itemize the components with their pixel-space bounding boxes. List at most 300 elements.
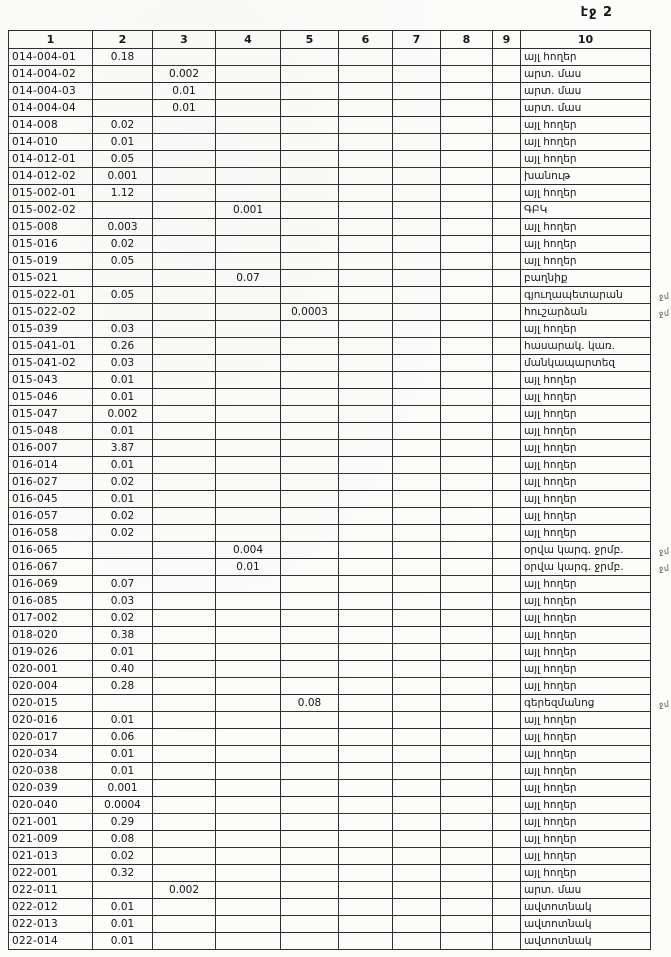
parcel-id-cell: 015-043 — [9, 372, 93, 389]
empty-cell — [281, 202, 339, 219]
parcel-id-cell: 022-014 — [9, 933, 93, 950]
area-value-cell: 0.01 — [93, 644, 153, 661]
table-row — [9, 270, 651, 287]
land-use-text: այլ հողեր — [524, 118, 577, 131]
empty-cell — [441, 100, 493, 117]
empty-cell — [216, 780, 281, 797]
area-value-cell: 0.01 — [93, 712, 153, 729]
empty-cell — [441, 627, 493, 644]
empty-cell — [393, 491, 441, 508]
empty-cell — [339, 253, 393, 270]
table-row — [9, 695, 651, 712]
table-row — [9, 304, 651, 321]
empty-cell — [153, 270, 216, 287]
empty-cell — [393, 83, 441, 100]
land-use-cell — [521, 168, 651, 185]
empty-cell — [493, 202, 521, 219]
land-use-text: այլ հողեր — [524, 594, 577, 607]
empty-cell — [281, 355, 339, 372]
area-value-cell: 0.01 — [153, 83, 216, 100]
table-row — [9, 185, 651, 202]
parcel-id-cell: 015-022-01 — [9, 287, 93, 304]
empty-cell — [441, 831, 493, 848]
empty-cell — [339, 882, 393, 899]
land-use-text: այլ հողեր — [524, 186, 577, 199]
empty-cell — [393, 763, 441, 780]
area-value-cell: 0.001 — [93, 780, 153, 797]
empty-cell — [153, 831, 216, 848]
empty-cell — [153, 933, 216, 950]
table-row — [9, 321, 651, 338]
parcel-id-cell: 014-004-02 — [9, 66, 93, 83]
land-use-cell — [521, 644, 651, 661]
table-row — [9, 882, 651, 899]
empty-cell — [493, 797, 521, 814]
table-row — [9, 134, 651, 151]
empty-cell — [493, 253, 521, 270]
empty-cell — [216, 882, 281, 899]
parcel-id-cell: 015-046 — [9, 389, 93, 406]
empty-cell — [493, 372, 521, 389]
column-header-4: 4 — [216, 31, 281, 49]
empty-cell — [93, 542, 153, 559]
table-row — [9, 491, 651, 508]
empty-cell — [216, 304, 281, 321]
empty-cell — [281, 168, 339, 185]
handwritten-margin-note: ջմ — [659, 291, 671, 302]
empty-cell — [493, 746, 521, 763]
empty-cell — [153, 423, 216, 440]
land-use-cell — [521, 831, 651, 848]
land-use-cell — [521, 525, 651, 542]
land-use-cell — [521, 916, 651, 933]
empty-cell — [153, 508, 216, 525]
land-use-text: այլ հողեր — [524, 764, 577, 777]
empty-cell — [441, 933, 493, 950]
empty-cell — [281, 287, 339, 304]
empty-cell — [393, 270, 441, 287]
empty-cell — [216, 644, 281, 661]
land-use-text: այլ հողեր — [524, 424, 577, 437]
empty-cell — [493, 406, 521, 423]
empty-cell — [339, 542, 393, 559]
empty-cell — [281, 525, 339, 542]
empty-cell — [153, 185, 216, 202]
empty-cell — [153, 746, 216, 763]
empty-cell — [441, 899, 493, 916]
empty-cell — [493, 729, 521, 746]
empty-cell — [493, 49, 521, 66]
area-value-cell: 0.002 — [93, 406, 153, 423]
empty-cell — [216, 185, 281, 202]
land-use-cell — [521, 457, 651, 474]
empty-cell — [281, 661, 339, 678]
empty-cell — [216, 66, 281, 83]
empty-cell — [493, 525, 521, 542]
empty-cell — [153, 202, 216, 219]
empty-cell — [393, 780, 441, 797]
empty-cell — [153, 168, 216, 185]
empty-cell — [441, 117, 493, 134]
empty-cell — [339, 457, 393, 474]
empty-cell — [216, 916, 281, 933]
empty-cell — [216, 83, 281, 100]
empty-cell — [339, 746, 393, 763]
land-use-cell — [521, 882, 651, 899]
column-header-5: 5 — [281, 31, 339, 49]
land-use-text: այլ հողեր — [524, 135, 577, 148]
empty-cell — [393, 338, 441, 355]
land-use-cell — [521, 100, 651, 117]
empty-cell — [493, 66, 521, 83]
area-value-cell: 0.002 — [153, 882, 216, 899]
empty-cell — [281, 542, 339, 559]
parcel-id-cell: 015-008 — [9, 219, 93, 236]
land-use-cell — [521, 355, 651, 372]
empty-cell — [153, 321, 216, 338]
empty-cell — [216, 661, 281, 678]
empty-cell — [339, 593, 393, 610]
table-row — [9, 83, 651, 100]
land-use-cell — [521, 729, 651, 746]
page-number-label: էջ 2 — [580, 5, 613, 20]
empty-cell — [393, 508, 441, 525]
empty-cell — [339, 202, 393, 219]
empty-cell — [153, 287, 216, 304]
empty-cell — [441, 202, 493, 219]
land-use-cell — [521, 814, 651, 831]
empty-cell — [393, 304, 441, 321]
empty-cell — [216, 627, 281, 644]
land-use-text: այլ հողեր — [524, 373, 577, 386]
land-use-text: այլ հողեր — [524, 815, 577, 828]
empty-cell — [441, 729, 493, 746]
empty-cell — [441, 406, 493, 423]
empty-cell — [339, 899, 393, 916]
empty-cell — [153, 712, 216, 729]
empty-cell — [93, 66, 153, 83]
empty-cell — [441, 678, 493, 695]
empty-cell — [339, 797, 393, 814]
land-use-text: այլ հողեր — [524, 526, 577, 539]
empty-cell — [493, 474, 521, 491]
area-value-cell: 0.05 — [93, 253, 153, 270]
empty-cell — [441, 763, 493, 780]
land-use-text: այլ հողեր — [524, 492, 577, 505]
table-row — [9, 406, 651, 423]
empty-cell — [393, 712, 441, 729]
empty-cell — [216, 848, 281, 865]
land-use-text: օրվա կարգ. ջրմբ. — [524, 560, 624, 573]
empty-cell — [216, 406, 281, 423]
empty-cell — [281, 780, 339, 797]
empty-cell — [339, 117, 393, 134]
table-row — [9, 355, 651, 372]
area-value-cell: 0.01 — [93, 372, 153, 389]
empty-cell — [281, 610, 339, 627]
empty-cell — [281, 865, 339, 882]
land-use-cell — [521, 406, 651, 423]
land-use-text: այլ հողեր — [524, 407, 577, 420]
land-use-text: այլ հողեր — [524, 254, 577, 267]
empty-cell — [339, 287, 393, 304]
area-value-cell: 0.38 — [93, 627, 153, 644]
empty-cell — [153, 661, 216, 678]
empty-cell — [493, 576, 521, 593]
area-value-cell: 0.26 — [93, 338, 153, 355]
empty-cell — [339, 559, 393, 576]
empty-cell — [393, 117, 441, 134]
empty-cell — [93, 270, 153, 287]
empty-cell — [493, 304, 521, 321]
land-use-cell — [521, 695, 671, 712]
empty-cell — [339, 712, 393, 729]
table-row — [9, 440, 651, 457]
empty-cell — [393, 882, 441, 899]
land-use-cell — [521, 491, 651, 508]
land-use-text: այլ հողեր — [524, 628, 577, 641]
empty-cell — [216, 831, 281, 848]
empty-cell — [339, 440, 393, 457]
land-use-cell — [521, 423, 651, 440]
empty-cell — [441, 661, 493, 678]
empty-cell — [216, 474, 281, 491]
empty-cell — [493, 151, 521, 168]
empty-cell — [493, 882, 521, 899]
land-use-text: այլ հողեր — [524, 730, 577, 743]
table-row — [9, 474, 651, 491]
empty-cell — [441, 491, 493, 508]
empty-cell — [441, 712, 493, 729]
land-use-cell — [521, 780, 651, 797]
empty-cell — [93, 882, 153, 899]
land-register-table — [8, 30, 671, 950]
land-use-cell — [521, 933, 651, 950]
empty-cell — [281, 797, 339, 814]
table-row — [9, 729, 651, 746]
handwritten-margin-note: ջմ — [659, 546, 671, 557]
area-value-cell: 0.02 — [93, 474, 153, 491]
empty-cell — [339, 576, 393, 593]
empty-cell — [93, 304, 153, 321]
empty-cell — [493, 423, 521, 440]
empty-cell — [153, 491, 216, 508]
empty-cell — [153, 219, 216, 236]
parcel-id-cell: 016-065 — [9, 542, 93, 559]
empty-cell — [216, 525, 281, 542]
column-header-3: 3 — [153, 31, 216, 49]
empty-cell — [339, 491, 393, 508]
empty-cell — [153, 134, 216, 151]
area-value-cell: 0.18 — [93, 49, 153, 66]
table-row — [9, 831, 651, 848]
parcel-id-cell: 014-004-03 — [9, 83, 93, 100]
empty-cell — [216, 49, 281, 66]
land-use-cell — [521, 865, 651, 882]
empty-cell — [281, 270, 339, 287]
empty-cell — [153, 644, 216, 661]
empty-cell — [153, 814, 216, 831]
parcel-id-cell: 014-012-01 — [9, 151, 93, 168]
empty-cell — [216, 763, 281, 780]
empty-cell — [153, 389, 216, 406]
empty-cell — [493, 185, 521, 202]
land-use-text: արտ. մաս — [524, 67, 582, 80]
parcel-id-cell: 015-016 — [9, 236, 93, 253]
area-value-cell: 0.01 — [93, 389, 153, 406]
parcel-id-cell: 015-048 — [9, 423, 93, 440]
empty-cell — [339, 831, 393, 848]
table-row — [9, 542, 651, 559]
area-value-cell: 0.01 — [93, 763, 153, 780]
empty-cell — [281, 916, 339, 933]
area-value-cell: 3.87 — [93, 440, 153, 457]
empty-cell — [339, 848, 393, 865]
parcel-id-cell: 015-041-02 — [9, 355, 93, 372]
empty-cell — [153, 253, 216, 270]
empty-cell — [441, 355, 493, 372]
land-use-text: այլ հողեր — [524, 849, 577, 862]
empty-cell — [339, 270, 393, 287]
parcel-id-cell: 021-009 — [9, 831, 93, 848]
land-use-cell — [521, 134, 651, 151]
empty-cell — [393, 916, 441, 933]
empty-cell — [153, 695, 216, 712]
empty-cell — [493, 644, 521, 661]
empty-cell — [441, 440, 493, 457]
empty-cell — [441, 338, 493, 355]
empty-cell — [153, 916, 216, 933]
empty-cell — [153, 338, 216, 355]
table-row — [9, 525, 651, 542]
empty-cell — [216, 508, 281, 525]
empty-cell — [281, 627, 339, 644]
empty-cell — [93, 559, 153, 576]
parcel-id-cell: 020-001 — [9, 661, 93, 678]
table-row — [9, 814, 651, 831]
empty-cell — [339, 168, 393, 185]
land-use-text: արտ. մաս — [524, 883, 582, 896]
land-use-text: արտ. մաս — [524, 84, 582, 97]
empty-cell — [216, 287, 281, 304]
empty-cell — [281, 100, 339, 117]
land-use-text: այլ հողեր — [524, 747, 577, 760]
table-row — [9, 66, 651, 83]
column-header-10: 10 — [521, 31, 651, 49]
empty-cell — [441, 559, 493, 576]
empty-cell — [281, 678, 339, 695]
empty-cell — [153, 355, 216, 372]
empty-cell — [339, 423, 393, 440]
empty-cell — [281, 593, 339, 610]
empty-cell — [153, 372, 216, 389]
empty-cell — [493, 491, 521, 508]
empty-cell — [216, 729, 281, 746]
table-row — [9, 644, 651, 661]
empty-cell — [441, 134, 493, 151]
empty-cell — [216, 440, 281, 457]
empty-cell — [339, 83, 393, 100]
empty-cell — [153, 627, 216, 644]
empty-cell — [393, 576, 441, 593]
area-value-cell: 0.01 — [93, 916, 153, 933]
land-use-text: այլ հողեր — [524, 441, 577, 454]
land-use-text: այլ հողեր — [524, 662, 577, 675]
empty-cell — [281, 559, 339, 576]
empty-cell — [393, 202, 441, 219]
land-use-text: այլ հողեր — [524, 713, 577, 726]
empty-cell — [153, 304, 216, 321]
empty-cell — [441, 185, 493, 202]
empty-cell — [339, 372, 393, 389]
empty-cell — [216, 899, 281, 916]
empty-cell — [393, 559, 441, 576]
empty-cell — [393, 287, 441, 304]
empty-cell — [339, 508, 393, 525]
empty-cell — [93, 83, 153, 100]
parcel-id-cell: 015-019 — [9, 253, 93, 270]
parcel-id-cell: 018-020 — [9, 627, 93, 644]
empty-cell — [493, 899, 521, 916]
land-use-cell — [521, 66, 651, 83]
area-value-cell: 0.02 — [93, 848, 153, 865]
empty-cell — [393, 525, 441, 542]
empty-cell — [493, 389, 521, 406]
empty-cell — [441, 508, 493, 525]
empty-cell — [493, 321, 521, 338]
land-use-text: այլ հողեր — [524, 322, 577, 335]
empty-cell — [493, 661, 521, 678]
empty-cell — [153, 797, 216, 814]
empty-cell — [153, 576, 216, 593]
empty-cell — [216, 253, 281, 270]
table-row — [9, 610, 651, 627]
empty-cell — [339, 151, 393, 168]
table-row — [9, 219, 651, 236]
area-value-cell: 0.01 — [93, 423, 153, 440]
empty-cell — [441, 423, 493, 440]
area-value-cell: 0.004 — [216, 542, 281, 559]
empty-cell — [339, 236, 393, 253]
empty-cell — [339, 729, 393, 746]
empty-cell — [393, 593, 441, 610]
parcel-id-cell: 020-038 — [9, 763, 93, 780]
land-use-text: հասարակ. կառ. — [524, 339, 616, 352]
empty-cell — [281, 338, 339, 355]
empty-cell — [393, 644, 441, 661]
table-row — [9, 117, 651, 134]
land-use-cell — [521, 185, 651, 202]
empty-cell — [339, 695, 393, 712]
empty-cell — [441, 49, 493, 66]
handwritten-margin-note: ջմ — [659, 699, 671, 710]
empty-cell — [393, 746, 441, 763]
table-row — [9, 287, 651, 304]
empty-cell — [339, 678, 393, 695]
empty-cell — [153, 865, 216, 882]
land-use-text: այլ հողեր — [524, 390, 577, 403]
empty-cell — [281, 576, 339, 593]
empty-cell — [281, 372, 339, 389]
area-value-cell: 0.02 — [93, 236, 153, 253]
land-use-text: այլ հողեր — [524, 645, 577, 658]
empty-cell — [281, 474, 339, 491]
empty-cell — [393, 372, 441, 389]
column-header-8: 8 — [441, 31, 493, 49]
empty-cell — [393, 848, 441, 865]
empty-cell — [281, 66, 339, 83]
land-use-text: այլ հողեր — [524, 798, 577, 811]
